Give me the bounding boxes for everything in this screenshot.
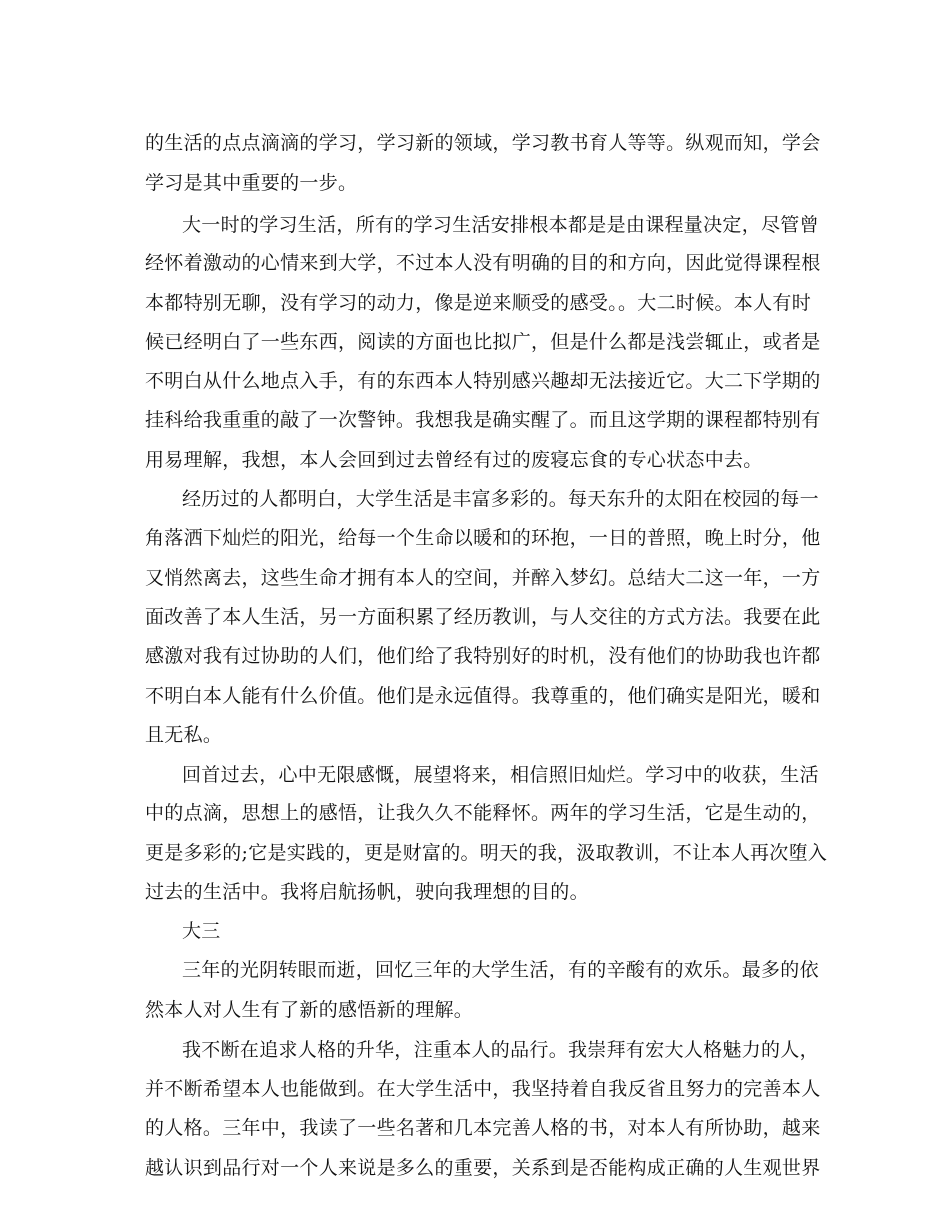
- text-line: 用易理解，我想，本人会回到过去曾经有过的废寝忘食的专心状态中去。: [145, 449, 763, 471]
- text-line: 挂科给我重重的敲了一次警钟。我想我是确实醒了。而且这学期的课程都特别有: [145, 409, 821, 431]
- section-heading: 大三: [182, 920, 221, 942]
- text-line: 且无私。: [145, 724, 223, 746]
- text-line: 的人格。三年中，我读了一些名著和几本完善人格的书，对本人有所协助，越来: [145, 1117, 821, 1139]
- text-line: 角落洒下灿烂的阳光，给每一个生命以暖和的环抱，一日的普照，晚上时分，他: [145, 527, 821, 549]
- paragraph-first-line: 回首过去，心中无限感慨，展望将来，相信照旧灿烂。学习中的收获，生活: [182, 764, 819, 786]
- text-line: 并不断希望本人也能做到。在大学生活中，我坚持着自我反省且努力的完善本人: [145, 1078, 821, 1100]
- text-line: 过去的生活中。我将启航扬帆，驶向我理想的目的。: [145, 881, 589, 903]
- text-line: 又悄然离去，这些生命才拥有本人的空间，并醉入梦幻。总结大二这一年，一方: [145, 567, 821, 589]
- paragraph-first-line: 我不断在追求人格的升华，注重本人的品行。我崇拜有宏大人格魅力的人，: [182, 1039, 819, 1061]
- text-line: 经怀着激动的心情来到大学，不过本人没有明确的目的和方向，因此觉得课程根: [145, 252, 821, 274]
- text-line: 不明白本人能有什么价值。他们是永远值得。我尊重的，他们确实是阳光，暖和: [145, 685, 821, 707]
- text-line: 学习是其中重要的一步。: [145, 172, 358, 194]
- text-line: 候已经明白了一些东西，阅读的方面也比拟广，但是什么都是浅尝辄止，或者是: [145, 331, 821, 353]
- paragraph-first-line: 三年的光阴转眼而逝，回忆三年的大学生活，有的辛酸有的欢乐。最多的依: [182, 959, 819, 981]
- paragraph-first-line: 大一时的学习生活，所有的学习生活安排根本都是是由课程量决定，尽管曾: [182, 214, 819, 236]
- paragraph-first-line: 经历过的人都明白，大学生活是丰富多彩的。每天东升的太阳在校园的每一: [182, 488, 819, 510]
- text-line: 本都特别无聊，没有学习的动力，像是逆来顺受的感受。。大二时候。本人有时: [145, 292, 812, 314]
- text-line: 面改善了本人生活，另一方面积累了经历教训，与人交往的方式方法。我要在此: [145, 606, 821, 628]
- text-line: 越认识到品行对一个人来说是多么的重要，关系到是否能构成正确的人生观世界: [145, 1157, 821, 1179]
- text-line: 中的点滴，思想上的感悟，让我久久不能释怀。两年的学习生活，它是生动的，: [145, 802, 821, 824]
- text-line: 然本人对人生有了新的感悟新的理解。: [145, 999, 474, 1021]
- text-line: 不明白从什么地点入手，有的东西本人特别感兴趣却无法接近它。大二下学期的: [145, 370, 821, 392]
- text-line: 更是多彩的;它是实践的，更是财富的。明天的我，汲取教训，不让本人再次堕入: [145, 842, 828, 864]
- text-line: 感激对我有过协助的人们，他们给了我特别好的时机，没有他们的协助我也许都: [145, 645, 821, 667]
- text-line: 的生活的点点滴滴的学习，学习新的领域，学习教书育人等等。纵观而知，学会: [145, 132, 821, 154]
